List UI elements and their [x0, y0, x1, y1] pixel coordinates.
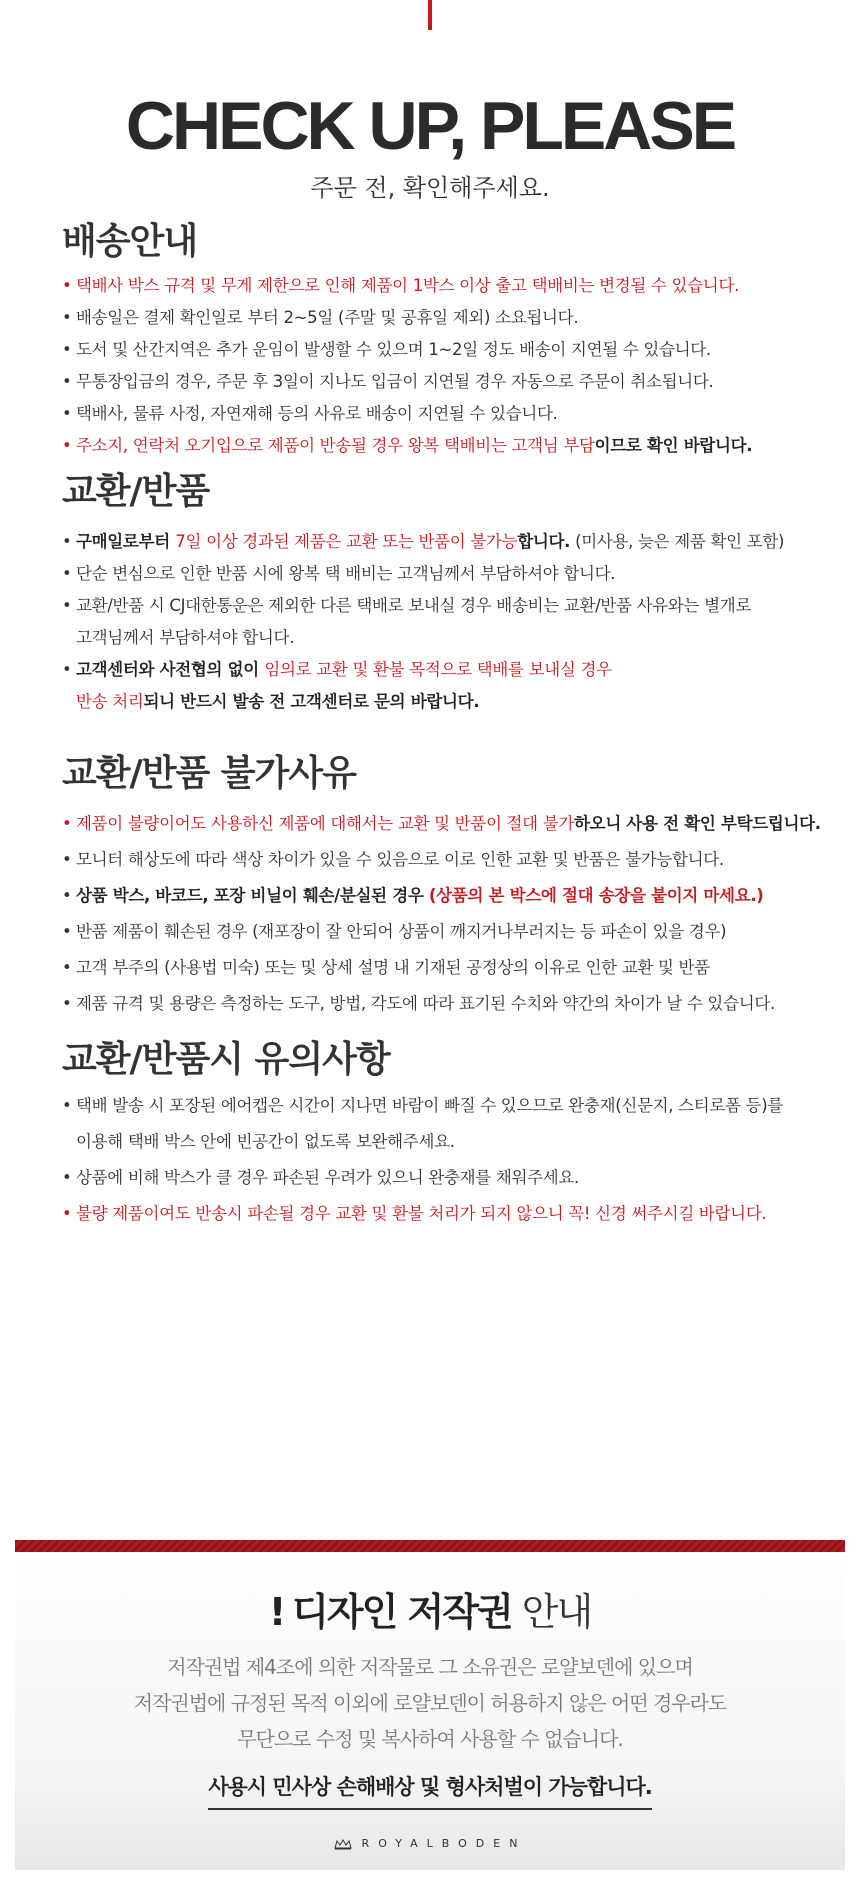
notice-text-red: 택배사 박스 규격 및 무게 제한으로 인해 제품이 1박스 이상 출고 택배비는 변경될 수 있습니다. — [76, 276, 740, 295]
notice-text-bold: 되니 반드시 발송 전 고객센터로 문의 바랍니다. — [143, 692, 480, 711]
notice-text-bold: 합니다. — [517, 532, 571, 551]
notice-text: 단순 변심으로 인한 반품 시에 왕복 택 배비는 고객님께서 부담하셔야 합니다. — [76, 564, 616, 583]
list-item — [62, 558, 842, 590]
copyright-stripe — [15, 1540, 845, 1552]
copyright-line: 무단으로 수정 및 복사하여 사용할 수 없습니다. — [237, 1727, 623, 1751]
list-item — [62, 806, 842, 842]
crown-icon — [334, 1838, 352, 1850]
notice-text: 고객 부주의 (사용법 미숙) 또는 및 상세 설명 내 기재된 공정상의 이유로 인한 교환 및 반품 — [76, 958, 710, 977]
list-item — [62, 590, 842, 654]
notice-text: 택배사, 물류 사정, 자연재해 등의 사유로 배송이 지연될 수 있습니다. — [76, 404, 558, 423]
top-accent-line — [428, 0, 432, 30]
list-item — [62, 950, 842, 986]
list-item — [62, 842, 842, 878]
section-title-caution: 교환/반품시 유의사항 — [62, 1039, 390, 1080]
list-item — [62, 334, 842, 366]
notice-text: 무통장입금의 경우, 주문 후 3일이 지나도 입금이 지연될 경우 자동으로 주문이 취소됩니다. — [76, 372, 714, 391]
list-item — [62, 1160, 842, 1196]
notice-text-bold: 상품 박스, 바코드, 포장 비닐이 훼손/분실된 경우 — [76, 886, 429, 905]
notice-text: 제품 규격 및 용량은 측정하는 도구, 방법, 각도에 따라 표기된 수치와 약간의 차이가 날 수 있습니다. — [76, 994, 775, 1013]
caution-list — [62, 1088, 842, 1232]
copyright-warning — [0, 1772, 860, 1810]
list-item — [62, 914, 842, 950]
brand-logo — [0, 1836, 860, 1852]
notice-text-red: 제품이 불량이어도 사용하신 제품에 대해서는 교환 및 반품이 절대 불가 — [76, 814, 575, 833]
list-item — [62, 1088, 842, 1160]
notice-text: 모니터 해상도에 따라 색상 차이가 있을 수 있음으로 이로 인한 교환 및 반품은 불가능합니다. — [76, 850, 724, 869]
notice-text-bold: 하오니 사용 전 확인 부탁드립니다. — [574, 814, 821, 833]
list-item — [62, 654, 842, 718]
notice-text-red: 7일 이상 경과된 제품은 교환 또는 반품이 불가능 — [175, 532, 518, 551]
notice-text-bold: 구매일로부터 — [76, 532, 176, 551]
notice-text-red: 주소지, 연락처 오기입으로 제품이 반송될 경우 왕복 택배비는 고객님 부담 — [76, 436, 595, 455]
page-subtitle: 주문 전, 확인해주세요. — [310, 174, 550, 202]
notice-text-red: 임의로 교환 및 환불 목적으로 택배를 보내실 경우 — [264, 660, 612, 679]
notice-text: 배송일은 결제 확인일로 부터 2~5일 (주말 및 공휴일 제외) 소요됩니다. — [76, 308, 579, 327]
copyright-title-bold: 디자인 저작권 — [292, 1590, 512, 1634]
copyright-warning-text: 사용시 민사상 손해배상 및 형사처벌이 가능합니다. — [208, 1772, 652, 1810]
exclamation-icon: ! — [268, 1590, 285, 1634]
unavailable-list — [62, 806, 842, 1022]
list-item — [62, 878, 842, 914]
notice-text-continued: 이용해 택배 박스 안에 빈공간이 없도록 보완해주세요. — [76, 1132, 455, 1151]
notice-text-red: 반송 처리 — [76, 692, 144, 711]
list-item — [62, 366, 842, 398]
page-title: CHECK UP, PLEASE — [125, 88, 735, 164]
notice-text-red: 불량 제품이여도 반송시 파손될 경우 교환 및 환불 처리가 되지 않으니 꼭! 신경 써주시길 바랍니다. — [76, 1204, 767, 1223]
copyright-line: 저작권법 제4조에 의한 저작물로 그 소유권은 로얄보덴에 있으며 — [167, 1655, 693, 1679]
notice-text-continued: 고객님께서 부담하셔야 합니다. — [76, 628, 295, 647]
copyright-title — [0, 1588, 860, 1636]
list-item — [62, 270, 842, 302]
brand-name: ROYALBODEN — [361, 1837, 527, 1850]
exchange-list — [62, 526, 842, 718]
notice-text: 택배 발송 시 포장된 에어캡은 시간이 지나면 바람이 빠질 수 있으므로 완충재(신문지, 스티로폼 등)를 — [76, 1096, 784, 1115]
notice-text-bold: 고객센터와 사전협의 없이 — [76, 660, 265, 679]
list-item — [62, 986, 842, 1022]
list-item — [62, 302, 842, 334]
notice-text: 교환/반품 시 CJ대한통운은 제외한 다른 택배로 보내실 경우 배송비는 교환/반품 사유와는 별개로 — [76, 596, 751, 615]
section-title-shipping: 배송안내 — [62, 221, 198, 262]
section-title-exchange: 교환/반품 — [62, 471, 210, 512]
notice-text-red: (상품의 본 박스에 절대 송장을 붙이지 마세요.) — [428, 886, 764, 905]
shipping-list — [62, 270, 842, 462]
copyright-line: 저작권법에 규정된 목적 이외에 로얄보덴이 허용하지 않은 어떤 경우라도 — [133, 1691, 727, 1715]
notice-text: (미사용, 늦은 제품 확인 포함) — [570, 532, 785, 551]
notice-text-bold: 이므로 확인 바랍니다. — [594, 436, 753, 455]
list-item — [62, 398, 842, 430]
notice-text: 상품에 비해 박스가 클 경우 파손된 우려가 있으니 완충재를 채워주세요. — [76, 1168, 579, 1187]
section-title-unavailable: 교환/반품 불가사유 — [62, 753, 356, 794]
list-item — [62, 430, 842, 462]
notice-text: 도서 및 산간지역은 추가 운임이 발생할 수 있으며 1~2일 정도 배송이 지연될 수 있습니다. — [76, 340, 711, 359]
list-item — [62, 1196, 842, 1232]
copyright-title-light: 안내 — [521, 1590, 592, 1634]
notice-text: 반품 제품이 훼손된 경우 (재포장이 잘 안되어 상품이 깨지거나부러지는 등 파손이 있을 경우) — [76, 922, 727, 941]
list-item — [62, 526, 842, 558]
